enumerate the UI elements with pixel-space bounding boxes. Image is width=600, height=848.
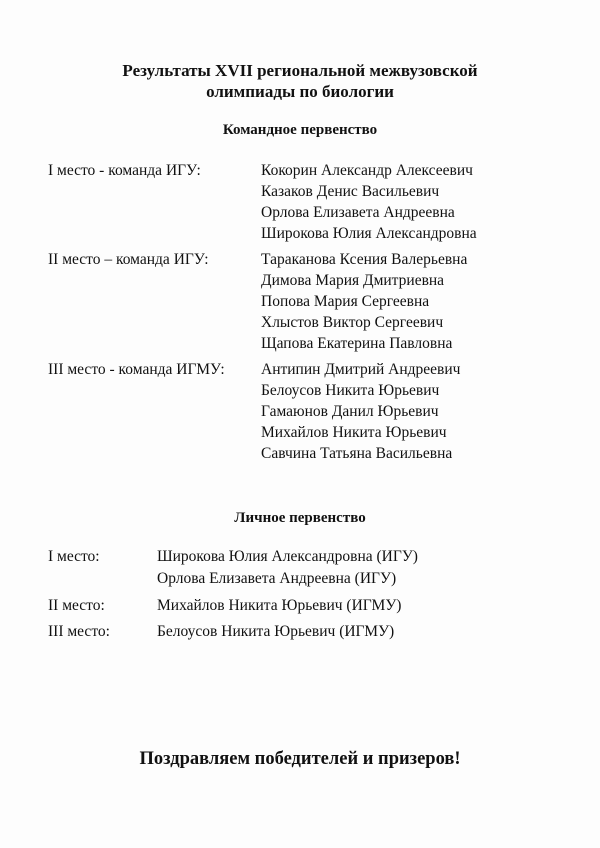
team-place-3-member: Гамаюнов Данил Юрьевич: [261, 403, 439, 420]
individual-place-2-member: Михайлов Никита Юрьевич (ИГМУ): [157, 597, 402, 614]
team-place-3-member: Михайлов Никита Юрьевич: [261, 424, 447, 441]
team-place-2-member: Тараканова Ксения Валерьевна: [261, 251, 468, 268]
team-place-1-label: I место - команда ИГУ:: [48, 162, 201, 179]
team-place-2-member: Попова Мария Сергеевна: [261, 293, 430, 310]
team-place-1-member: Кокорин Александр Алексеевич: [261, 162, 473, 179]
individual-section-heading: Личное первенство: [234, 510, 366, 526]
team-place-1-member: Казаков Денис Васильевич: [261, 183, 440, 200]
congratulations-text: Поздравляем победителей и призеров!: [139, 749, 461, 769]
team-place-2-member: Щапова Екатерина Павловна: [261, 335, 453, 352]
team-section-heading: Командное первенство: [222, 122, 378, 138]
individual-place-1-label: I место:: [48, 548, 100, 565]
team-place-3-member: Савчина Татьяна Васильевна: [261, 445, 453, 462]
team-place-3-member: Антипин Дмитрий Андреевич: [261, 361, 461, 378]
team-place-1-member: Широкова Юлия Александровна: [261, 225, 477, 242]
individual-place-2-label: II место:: [48, 597, 105, 614]
team-place-3-member: Белоусов Никита Юрьевич: [261, 382, 440, 399]
document-title-line-1: Результаты XVII региональной межвузовской: [122, 61, 478, 80]
team-place-2-member: Хлыстов Виктор Сергеевич: [261, 314, 444, 331]
individual-place-3-member: Белоусов Никита Юрьевич (ИГМУ): [157, 623, 395, 640]
individual-place-1-member: Орлова Елизавета Андреевна (ИГУ): [157, 570, 397, 587]
team-place-2-label: II место – команда ИГУ:: [48, 251, 209, 268]
individual-place-1-member: Широкова Юлия Александровна (ИГУ): [157, 548, 418, 565]
individual-place-3-label: III место:: [48, 623, 110, 640]
document-title-line-2: олимпиады по биологии: [206, 82, 394, 101]
team-place-3-label: III место - команда ИГМУ:: [48, 361, 225, 378]
team-place-1-member: Орлова Елизавета Андреевна: [261, 204, 455, 221]
team-place-2-member: Димова Мария Дмитриевна: [261, 272, 445, 289]
